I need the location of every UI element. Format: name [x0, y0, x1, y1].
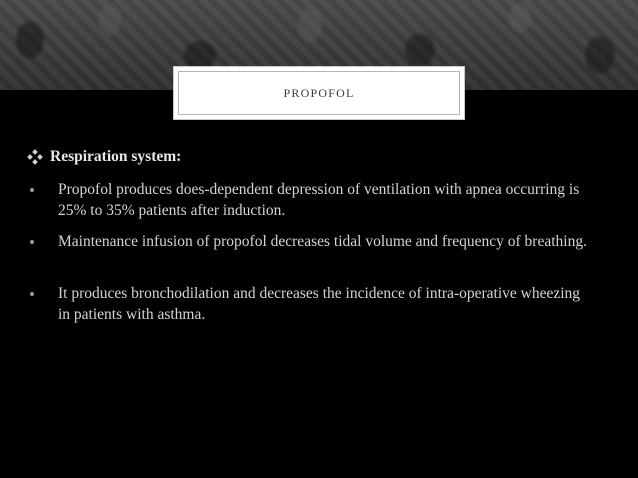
bullet-dot-icon [30, 292, 34, 296]
section-heading [28, 148, 181, 166]
bullet-text: Maintenance infusion of propofol decreases tidal volume and frequency of breathing. [58, 233, 587, 250]
bullet-dot-icon [30, 188, 34, 192]
bullet-item [28, 283, 588, 325]
bullet-item [28, 179, 588, 221]
bullet-text: Propofol produces does-dependent depression of ventilation with apnea occurring is 25% to 35% patients after induction. [58, 181, 580, 219]
bullet-item [28, 231, 588, 252]
bullet-dot-icon [30, 240, 34, 244]
title-box [173, 66, 465, 120]
section-heading-text: Respiration system: [50, 148, 182, 165]
bullet-text: It produces bronchodilation and decreases the incidence of intra-operative wheezing in patients with asthma. [58, 285, 581, 323]
slide-title: PROPOFOL [283, 85, 355, 100]
four-diamond-bullet-icon [28, 150, 42, 164]
